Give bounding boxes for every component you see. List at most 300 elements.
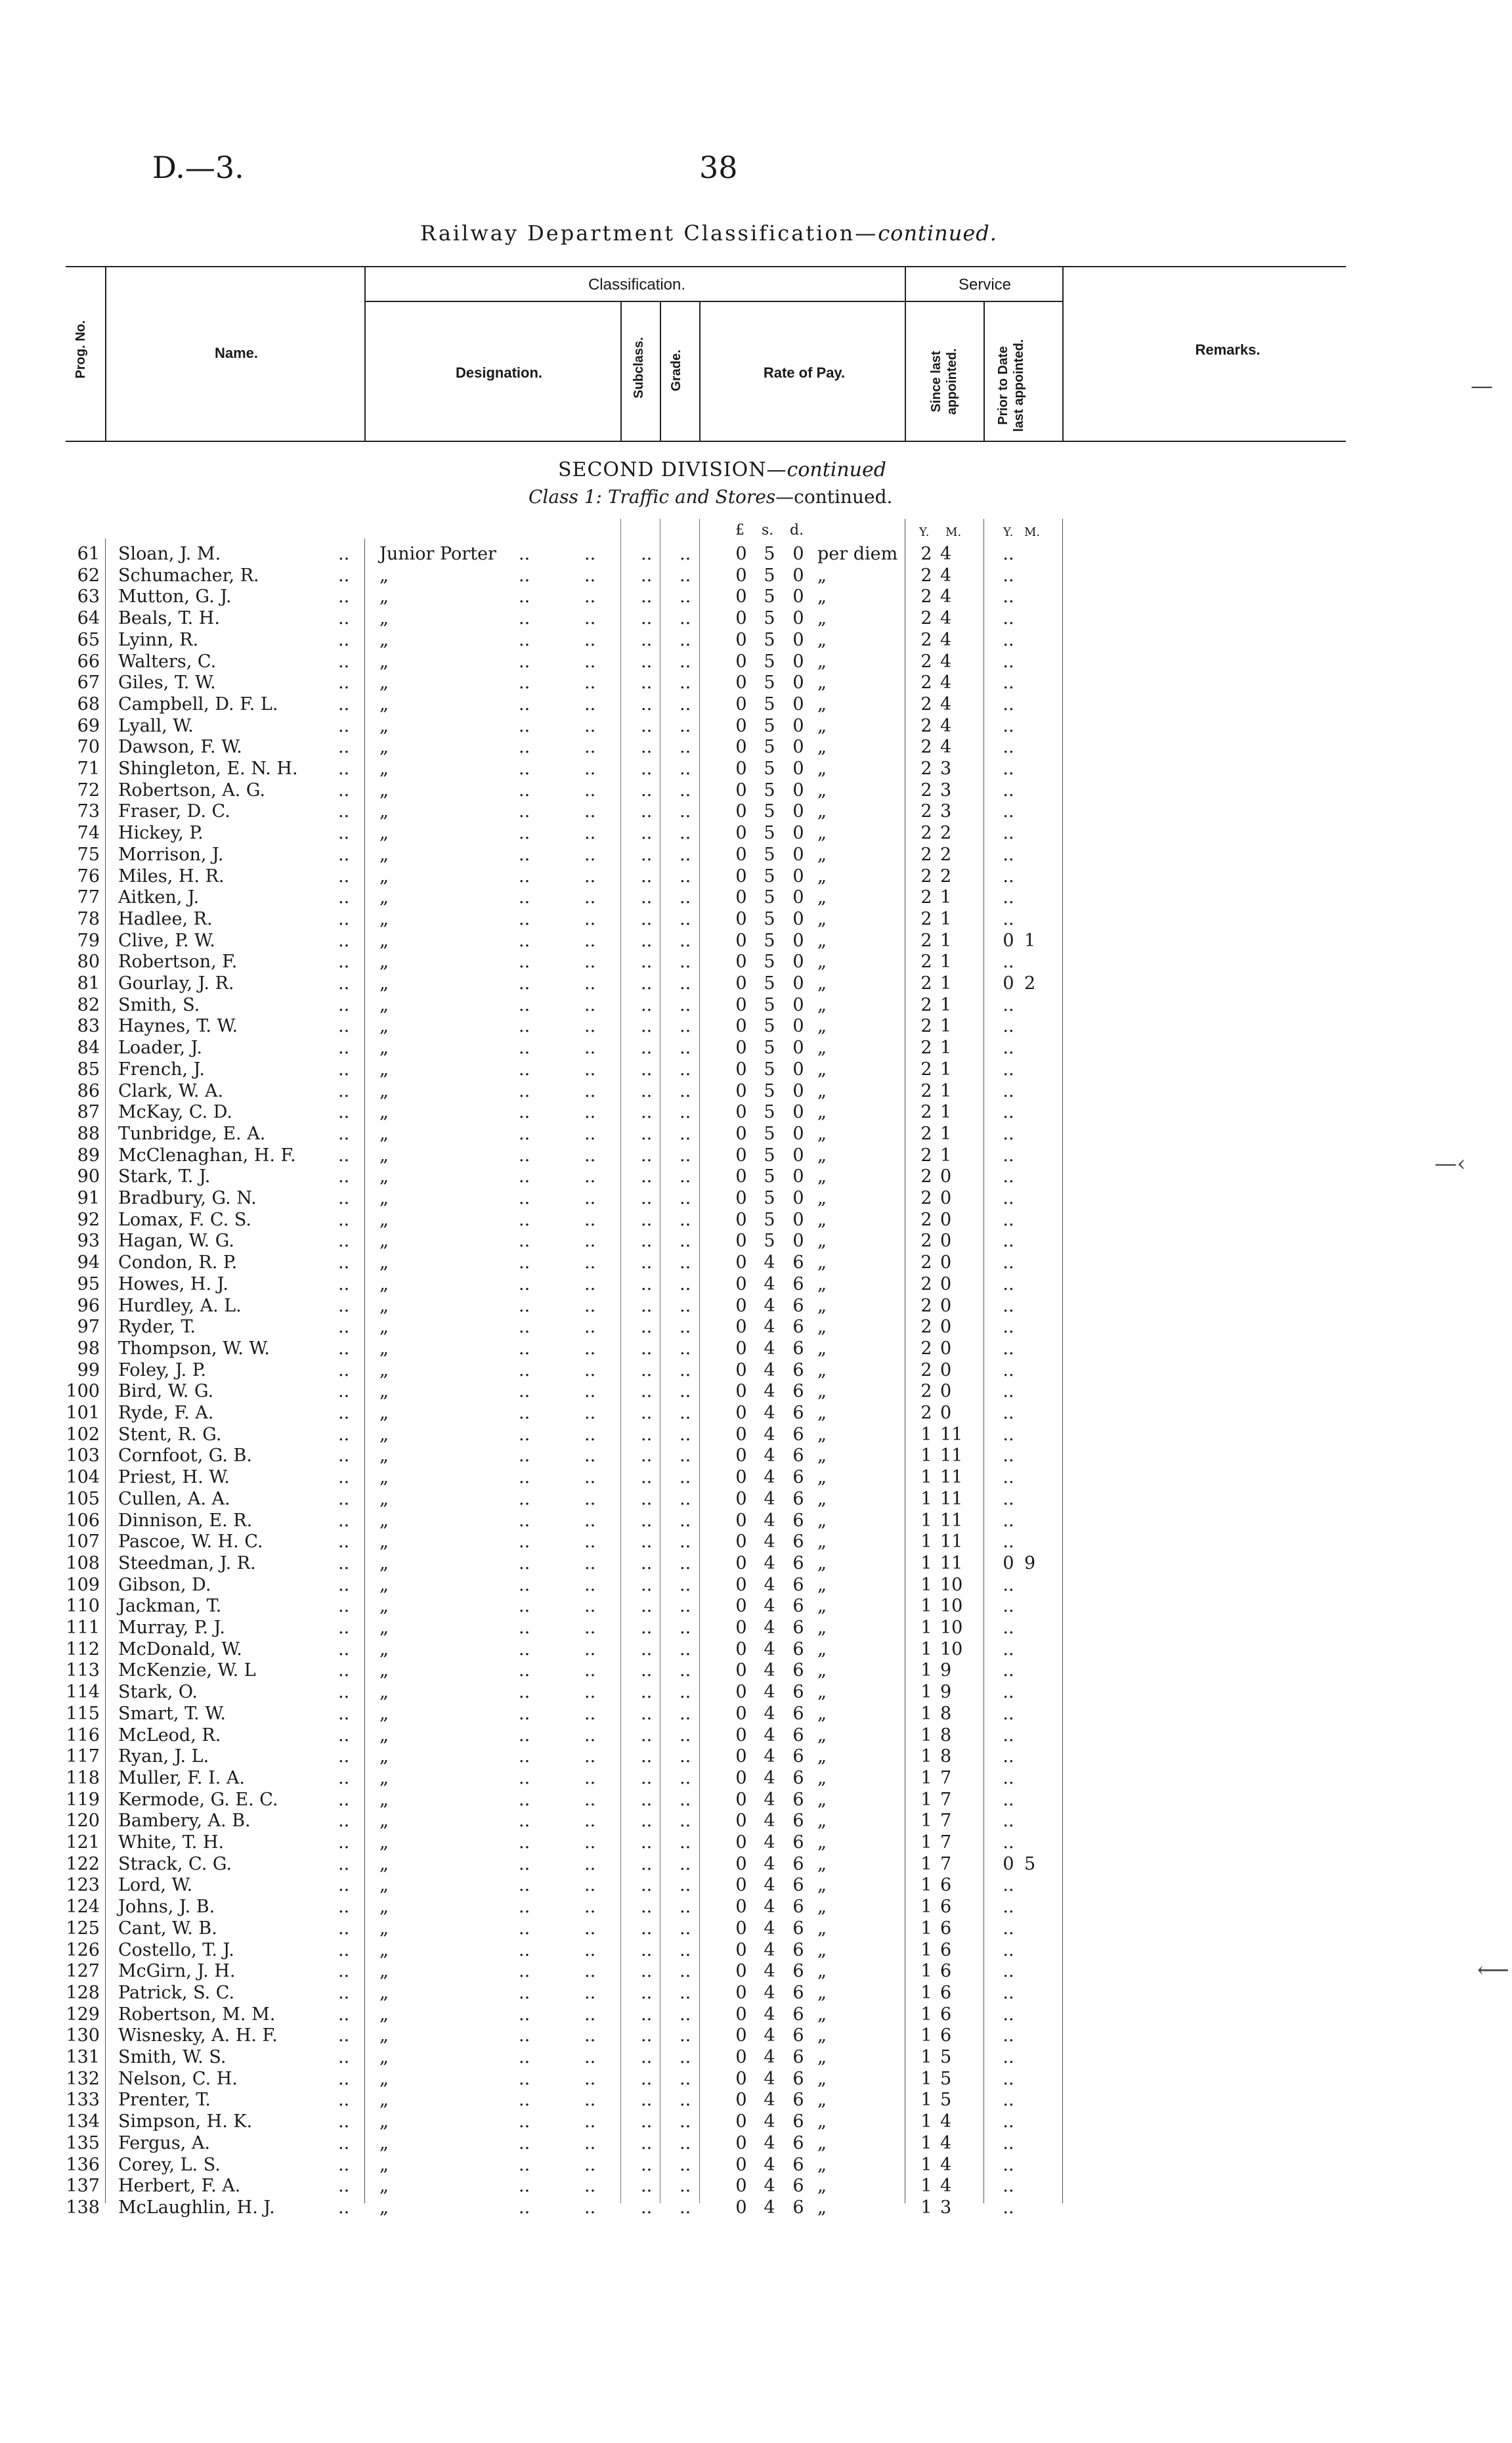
pay-pounds: 0	[735, 629, 747, 650]
leader-dots: ..	[641, 1660, 653, 1681]
prog-no: 108	[66, 1552, 100, 1574]
pay-unit: „	[817, 1832, 827, 1853]
pay-unit: „	[817, 1939, 827, 1960]
prog-no: 96	[77, 1295, 100, 1316]
staff-name: Strack, C. G.	[118, 1853, 232, 1874]
leader-dots: ..	[680, 586, 691, 607]
pay-pence: 6	[792, 2111, 804, 2132]
prior-years: ..	[1003, 1639, 1014, 1660]
designation: Junior Porter	[379, 544, 496, 564]
since-years: 2	[920, 651, 932, 672]
since-months: 4	[940, 672, 952, 693]
staff-name: Gourlay, J. R.	[118, 973, 234, 994]
prior-years: ..	[1003, 651, 1014, 672]
leader-dots: ..	[338, 1574, 350, 1595]
since-months: 4	[940, 737, 952, 758]
leader-dots: ..	[338, 2197, 350, 2218]
pay-shillings: 4	[764, 1403, 775, 1423]
leader-dots: ..	[641, 1596, 653, 1617]
header-since-last-appointed: Since last appointed.	[929, 348, 959, 415]
prog-no: 86	[77, 1080, 100, 1101]
leader-dots: ..	[680, 1746, 691, 1767]
designation: „	[379, 1317, 389, 1338]
leader-dots: ..	[338, 2004, 350, 2025]
since-years: 2	[920, 1123, 932, 1144]
leader-dots: ..	[338, 2090, 350, 2111]
since-years: 2	[920, 908, 932, 929]
pay-shillings: 4	[764, 1875, 775, 1896]
leader-dots: ..	[641, 1102, 653, 1123]
leader-dots: ..	[338, 1123, 350, 1144]
prior-years: ..	[1003, 629, 1014, 650]
pay-pence: 6	[792, 1252, 804, 1273]
class-heading	[529, 486, 892, 508]
pay-pounds: 0	[735, 1897, 747, 1918]
staff-name: Nelson, C. H.	[118, 2068, 238, 2089]
pay-unit: „	[817, 823, 827, 844]
header-name: Name.	[214, 345, 259, 361]
vline-prog	[105, 266, 106, 441]
table-row	[0, 1510, 1512, 1532]
pay-pence: 6	[792, 1273, 804, 1294]
designation: „	[379, 715, 389, 736]
designation: „	[379, 2068, 389, 2089]
staff-name: Hagan, W. G.	[118, 1231, 234, 1252]
unit-shilling: s.	[762, 522, 774, 539]
table-row	[0, 973, 1512, 995]
pay-shillings: 5	[764, 1123, 775, 1144]
staff-name: Bird, W. G.	[118, 1381, 214, 1402]
since-months: 4	[940, 715, 952, 736]
leader-dots: ..	[641, 1488, 653, 1509]
leader-dots: ..	[584, 1145, 596, 1166]
staff-name: Prenter, T.	[118, 2090, 211, 2111]
table-row	[0, 2111, 1512, 2133]
leader-dots: ..	[641, 1811, 653, 1832]
leader-dots: ..	[680, 1789, 691, 1810]
since-months: 3	[940, 780, 952, 801]
staff-name: Aitken, J.	[118, 887, 200, 908]
leader-dots: ..	[519, 1767, 530, 1788]
table-row	[0, 1575, 1512, 1596]
designation: „	[379, 1918, 389, 1939]
since-months: 0	[940, 1273, 952, 1294]
leader-dots: ..	[338, 1552, 350, 1574]
pay-pence: 6	[792, 1445, 804, 1466]
pay-pence: 6	[792, 1961, 804, 1982]
leader-dots: ..	[584, 672, 596, 693]
staff-name: Bambery, A. B.	[118, 1811, 251, 1832]
leader-dots: ..	[641, 1359, 653, 1380]
leader-dots: ..	[338, 1767, 350, 1788]
leader-dots: ..	[680, 2090, 691, 2111]
pay-pounds: 0	[735, 1231, 747, 1252]
staff-name: McLaughlin, H. J.	[118, 2197, 275, 2218]
leader-dots: ..	[680, 1510, 691, 1531]
class-label: Class 1: Traffic and Stores—	[529, 486, 794, 508]
designation: „	[379, 1016, 389, 1037]
leader-dots: ..	[584, 1746, 596, 1767]
leader-dots: ..	[584, 2197, 596, 2218]
staff-name: McGirn, J. H.	[118, 1961, 236, 1982]
pay-pounds: 0	[735, 1424, 747, 1445]
staff-name: Foley, J. P.	[118, 1359, 207, 1380]
header-prog-no: Prog. No.	[74, 320, 88, 379]
staff-name: Campbell, D. F. L.	[118, 693, 278, 715]
leader-dots: ..	[338, 1016, 350, 1037]
leader-dots: ..	[519, 1853, 530, 1874]
leader-dots: ..	[519, 1295, 530, 1316]
leader-dots: ..	[338, 1338, 350, 1359]
leader-dots: ..	[519, 737, 530, 758]
pay-pounds: 0	[735, 973, 747, 994]
leader-dots: ..	[680, 1295, 691, 1316]
prog-no: 87	[77, 1102, 100, 1123]
pay-pence: 0	[792, 544, 804, 564]
leader-dots: ..	[338, 1918, 350, 1939]
table-row	[0, 845, 1512, 866]
table-row	[0, 1317, 1512, 1338]
table-row	[0, 1188, 1512, 1210]
designation: „	[379, 1445, 389, 1466]
leader-dots: ..	[519, 715, 530, 736]
pay-pounds: 0	[735, 1145, 747, 1166]
pay-pounds: 0	[735, 930, 747, 951]
leader-dots: ..	[641, 1123, 653, 1144]
leader-dots: ..	[338, 1252, 350, 1273]
prior-years: ..	[1003, 1231, 1014, 1252]
pay-pence: 6	[792, 1317, 804, 1338]
pay-pence: 0	[792, 1016, 804, 1037]
designation: „	[379, 1703, 389, 1724]
pay-pence: 0	[792, 759, 804, 779]
staff-name: McKay, C. D.	[118, 1102, 232, 1123]
since-years: 1	[920, 1424, 932, 1445]
leader-dots: ..	[584, 608, 596, 629]
designation: „	[379, 1832, 389, 1853]
leader-dots: ..	[519, 844, 530, 865]
leader-dots: ..	[641, 1682, 653, 1703]
leader-dots: ..	[338, 823, 350, 844]
leader-dots: ..	[519, 1488, 530, 1509]
since-years: 1	[920, 1596, 932, 1617]
since-months: 1	[940, 1123, 952, 1144]
staff-name: Wisnesky, A. H. F.	[118, 2025, 278, 2046]
table-row	[0, 823, 1512, 845]
pay-pence: 0	[792, 608, 804, 629]
leader-dots: ..	[641, 801, 653, 822]
leader-dots: ..	[338, 1961, 350, 1982]
since-months: 2	[940, 844, 952, 865]
pay-unit: „	[817, 1596, 827, 1617]
leader-dots: ..	[641, 2068, 653, 2089]
pay-pounds: 0	[735, 1531, 747, 1552]
pay-unit: „	[817, 1424, 827, 1445]
leader-dots: ..	[680, 1445, 691, 1466]
leader-dots: ..	[338, 1403, 350, 1423]
prog-no: 83	[77, 1016, 100, 1037]
pay-shillings: 5	[764, 608, 775, 629]
pay-pounds: 0	[735, 1552, 747, 1574]
designation: „	[379, 994, 389, 1015]
leader-dots: ..	[519, 1016, 530, 1037]
designation: „	[379, 1961, 389, 1982]
since-years: 1	[920, 1982, 932, 2003]
designation: „	[379, 1166, 389, 1187]
leader-dots: ..	[519, 2132, 530, 2153]
since-years: 2	[920, 715, 932, 736]
leader-dots: ..	[641, 1273, 653, 1294]
pay-unit: „	[817, 1209, 827, 1230]
leader-dots: ..	[584, 2068, 596, 2089]
leader-dots: ..	[584, 1016, 596, 1037]
leader-dots: ..	[680, 1660, 691, 1681]
since-months: 1	[940, 930, 952, 951]
pay-pounds: 0	[735, 1853, 747, 1874]
pay-pounds: 0	[735, 1510, 747, 1531]
leader-dots: ..	[519, 780, 530, 801]
prog-no: 77	[77, 887, 100, 908]
leader-dots: ..	[584, 2111, 596, 2132]
leader-dots: ..	[338, 1080, 350, 1101]
designation: „	[379, 1467, 389, 1488]
leader-dots: ..	[680, 1403, 691, 1423]
prior-years: ..	[1003, 866, 1014, 887]
pay-pence: 0	[792, 844, 804, 865]
leader-dots: ..	[584, 586, 596, 607]
prog-no: 138	[66, 2197, 100, 2218]
table-row	[0, 737, 1512, 759]
pay-shillings: 5	[764, 759, 775, 779]
pay-pence: 0	[792, 780, 804, 801]
table-row	[0, 1660, 1512, 1682]
pay-pounds: 0	[735, 1188, 747, 1208]
staff-name: Loader, J.	[118, 1038, 202, 1059]
header-service: Service	[958, 276, 1012, 294]
leader-dots: ..	[641, 1918, 653, 1939]
prior-years: ..	[1003, 608, 1014, 629]
pay-pounds: 0	[735, 1918, 747, 1939]
staff-name: McLeod, R.	[118, 1725, 221, 1746]
leader-dots: ..	[680, 801, 691, 822]
prior-years: ..	[1003, 586, 1014, 607]
since-years: 2	[920, 586, 932, 607]
prior-years: ..	[1003, 759, 1014, 779]
table-row	[0, 1897, 1512, 1918]
designation: „	[379, 801, 389, 822]
pay-pounds: 0	[735, 1746, 747, 1767]
pay-pence: 0	[792, 908, 804, 929]
leader-dots: ..	[641, 780, 653, 801]
staff-name: Costello, T. J.	[118, 1939, 234, 1960]
table-row	[0, 1790, 1512, 1811]
staff-name: Howes, H. J.	[118, 1273, 228, 1294]
leader-dots: ..	[338, 801, 350, 822]
since-months: 1	[940, 1102, 952, 1123]
leader-dots: ..	[584, 715, 596, 736]
leader-dots: ..	[584, 1703, 596, 1724]
leader-dots: ..	[519, 1703, 530, 1724]
since-years: 1	[920, 1639, 932, 1660]
since-months: 8	[940, 1746, 952, 1767]
prior-years: ..	[1003, 952, 1014, 973]
prog-no: 107	[66, 1531, 100, 1552]
vline-subclass	[660, 301, 661, 441]
pay-shillings: 5	[764, 994, 775, 1015]
designation: „	[379, 1789, 389, 1810]
leader-dots: ..	[338, 1832, 350, 1853]
leader-dots: ..	[680, 1123, 691, 1144]
leader-dots: ..	[641, 994, 653, 1015]
prior-years: ..	[1003, 1424, 1014, 1445]
since-years: 2	[920, 930, 932, 951]
pay-unit: „	[817, 1188, 827, 1208]
since-years: 2	[920, 1038, 932, 1059]
leader-dots: ..	[338, 1317, 350, 1338]
since-months: 6	[940, 1982, 952, 2003]
leader-dots: ..	[519, 2047, 530, 2067]
pay-pounds: 0	[735, 2025, 747, 2046]
table-row	[0, 1639, 1512, 1661]
since-years: 2	[920, 1016, 932, 1037]
prog-no: 68	[77, 693, 100, 715]
leader-dots: ..	[641, 1510, 653, 1531]
designation: „	[379, 1273, 389, 1294]
since-months: 11	[940, 1445, 963, 1466]
prior-months: 2	[1024, 973, 1036, 994]
vline-since	[983, 301, 985, 441]
table-row	[0, 1489, 1512, 1510]
leader-dots: ..	[338, 2132, 350, 2153]
leader-dots: ..	[641, 952, 653, 973]
prog-no: 127	[66, 1961, 100, 1982]
pay-pence: 6	[792, 1853, 804, 1874]
margin-mark-icon: —	[1471, 373, 1493, 399]
table-row	[0, 1725, 1512, 1747]
pay-shillings: 4	[764, 1317, 775, 1338]
leader-dots: ..	[680, 1038, 691, 1059]
pay-pence: 6	[792, 1467, 804, 1488]
pay-pounds: 0	[735, 2111, 747, 2132]
leader-dots: ..	[641, 908, 653, 929]
leader-dots: ..	[584, 1596, 596, 1617]
pay-unit: „	[817, 1682, 827, 1703]
designation: „	[379, 1080, 389, 1101]
prog-no: 94	[77, 1252, 100, 1273]
pay-unit: „	[817, 672, 827, 693]
leader-dots: ..	[584, 823, 596, 844]
designation: „	[379, 1574, 389, 1595]
table-row	[0, 1531, 1512, 1553]
prog-no: 112	[66, 1639, 100, 1660]
since-months: 4	[940, 2111, 952, 2132]
pay-shillings: 4	[764, 1660, 775, 1681]
leader-dots: ..	[338, 2025, 350, 2046]
staff-name: Robertson, F.	[118, 952, 238, 973]
pay-pence: 6	[792, 1811, 804, 1832]
pay-shillings: 4	[764, 1811, 775, 1832]
pay-shillings: 5	[764, 1016, 775, 1037]
leader-dots: ..	[680, 672, 691, 693]
pay-pounds: 0	[735, 608, 747, 629]
prior-years: ..	[1003, 844, 1014, 865]
leader-dots: ..	[519, 1145, 530, 1166]
leader-dots: ..	[519, 1209, 530, 1230]
pay-pence: 0	[792, 887, 804, 908]
designation: „	[379, 1145, 389, 1166]
leader-dots: ..	[584, 908, 596, 929]
leader-dots: ..	[519, 651, 530, 672]
staff-name: Patrick, S. C.	[118, 1982, 235, 2003]
pay-shillings: 4	[764, 1338, 775, 1359]
designation: „	[379, 2111, 389, 2132]
prog-no: 74	[77, 823, 100, 844]
staff-name: Lomax, F. C. S.	[118, 1209, 251, 1230]
prior-years: ..	[1003, 823, 1014, 844]
prior-years: ..	[1003, 1102, 1014, 1123]
leader-dots: ..	[584, 759, 596, 779]
leader-dots: ..	[584, 1725, 596, 1746]
prog-no: 75	[77, 844, 100, 865]
leader-dots: ..	[338, 759, 350, 779]
since-months: 0	[940, 1188, 952, 1208]
pay-pounds: 0	[735, 1639, 747, 1660]
leader-dots: ..	[519, 2004, 530, 2025]
leader-dots: ..	[519, 1961, 530, 1982]
pay-unit: „	[817, 2025, 827, 2046]
leader-dots: ..	[338, 1166, 350, 1187]
pay-pounds: 0	[735, 1488, 747, 1509]
since-years: 1	[920, 2111, 932, 2132]
prog-no: 104	[66, 1467, 100, 1488]
leader-dots: ..	[338, 1875, 350, 1896]
table-row	[0, 1768, 1512, 1790]
staff-name: Priest, H. W.	[118, 1467, 230, 1488]
pay-unit: „	[817, 2004, 827, 2025]
designation: „	[379, 908, 389, 929]
pay-unit: „	[817, 1746, 827, 1767]
pay-shillings: 5	[764, 1209, 775, 1230]
pay-unit: „	[817, 2111, 827, 2132]
prog-no: 110	[66, 1596, 100, 1617]
since-months: 0	[940, 1166, 952, 1187]
pay-pence: 0	[792, 866, 804, 887]
pay-pence: 6	[792, 1295, 804, 1316]
page-title	[420, 221, 997, 246]
leader-dots: ..	[519, 1123, 530, 1144]
pay-shillings: 4	[764, 1510, 775, 1531]
leader-dots: ..	[641, 1295, 653, 1316]
pay-unit: „	[817, 1102, 827, 1123]
leader-dots: ..	[584, 1552, 596, 1574]
pay-unit: „	[817, 1038, 827, 1059]
pay-unit: „	[817, 1059, 827, 1080]
leader-dots: ..	[584, 1166, 596, 1187]
prog-no: 106	[66, 1510, 100, 1531]
prog-no: 78	[77, 908, 100, 929]
prog-no: 119	[66, 1789, 100, 1810]
pay-pounds: 0	[735, 759, 747, 779]
leader-dots: ..	[680, 759, 691, 779]
designation: „	[379, 629, 389, 650]
leader-dots: ..	[680, 2111, 691, 2132]
leader-dots: ..	[519, 1531, 530, 1552]
staff-name: Tunbridge, E. A.	[118, 1123, 266, 1144]
prior-years: 0	[1003, 1853, 1014, 1874]
pay-shillings: 5	[764, 1102, 775, 1123]
pay-shillings: 4	[764, 1897, 775, 1918]
since-months: 4	[940, 544, 952, 564]
